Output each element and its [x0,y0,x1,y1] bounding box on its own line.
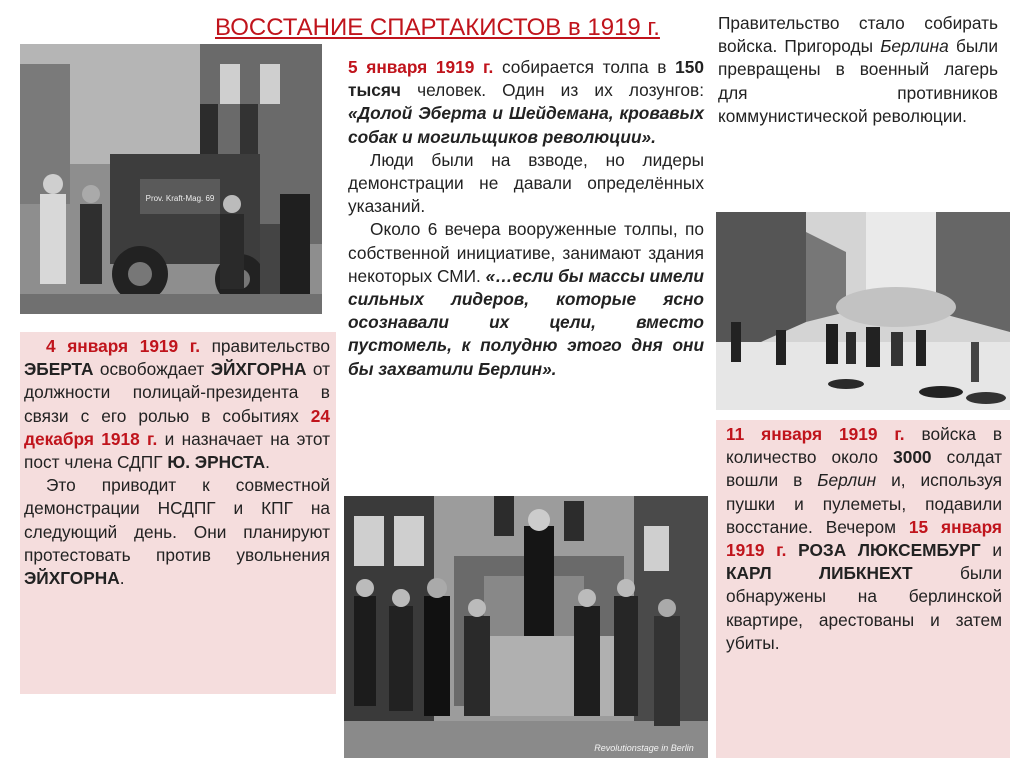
name-karl: КАРЛ ЛИБКНЕХТ [726,563,913,584]
berlin-quote: «…если бы массы имели сильных лидеров, которые ясно осознавали их цели, вместо пустомель, к полудню этого дня они бы захватили Берлин». [348,265,704,379]
paragraph-jan5: 5 января 1919 г. собирается толпа в 150 тысяч человек. Один из их лозунгов: «Долой Эберта и Шейдемана, кровавых собак и могильщиков революции». [348,57,704,147]
date-dec24: 24 декабря 1918 г. [24,405,330,449]
right-bottom-text [726,423,1002,655]
paragraph-government-troops: Правительство стало собирать войска. Пригороды Берлина были превращены в военный лагерь для противников коммунистической революции. [718,13,999,126]
paragraph-jan4: 4 января 1919 г. правительство ЭБЕРТА освобождает ЭЙХГОРНА от должности полицай-президента в связи с его ролью в событиях 24 декабря 1918 г. и назначает на этот пост члена СДПГ Ю. ЭРНСТА. [24,336,330,473]
photo-armored-car [20,44,322,314]
date-jan11: 11 января 1919 г. [726,424,905,444]
right-top-text [718,12,998,128]
date-jan4: 4 января 1919 г. [46,336,200,356]
photo-street-fighting [716,212,1010,410]
paragraph-jan11: 11 января 1919 г. войска в количество около 3000 солдат вошли в Берлин и, используя пушки и пулеметы, подавили восстание. Вечером 15 января 1919 г. РОЗА ЛЮКСЕМБУРГ и КАРЛ ЛИБКНЕХТ были обнаружены на берлинской квартире, арестованы и затем убиты. [726,424,1003,653]
crowd-count: 150 тысяч [348,57,704,101]
date-jan5: 5 января 1919 г. [348,57,494,77]
paragraph-evening: Около 6 вечера вооруженные толпы, по собственной инициативе, занимают здания некоторых СМИ. «…если бы массы имели сильных лидеров, которые ясно осознавали их цели, вместо пустомель, к полудню этого дня они бы захватили Берлин». [348,219,704,379]
truck-plate-text: Prov. Kraft-Mag. 69 [145,194,215,203]
left-column-text [24,335,330,590]
name-rosa: РОЗА ЛЮКСЕМБУРГ [798,540,981,561]
photo-revolutionaries [344,496,708,758]
paragraph-demonstration: Это приводит к совместной демонстрации НСДПГ и КПГ на следующий день. Они планируют протестовать против увольнения ЭЙХГОРНА. [24,475,330,589]
page-title: ВОССТАНИЕ СПАРТАКИСТОВ в 1919 г. [215,14,660,41]
paragraph-crowd: Люди были на взводе, но лидеры демонстрации не давали определённых указаний. [348,149,704,217]
photo-caption: Revolutionstage in Berlin [594,743,694,753]
slogan-quote: «Долой Эберта и Шейдемана, кровавых собак и могильщиков революции». [348,103,704,147]
date-jan15: 15 января 1919 г. [726,516,1002,561]
middle-column-text [348,56,704,381]
